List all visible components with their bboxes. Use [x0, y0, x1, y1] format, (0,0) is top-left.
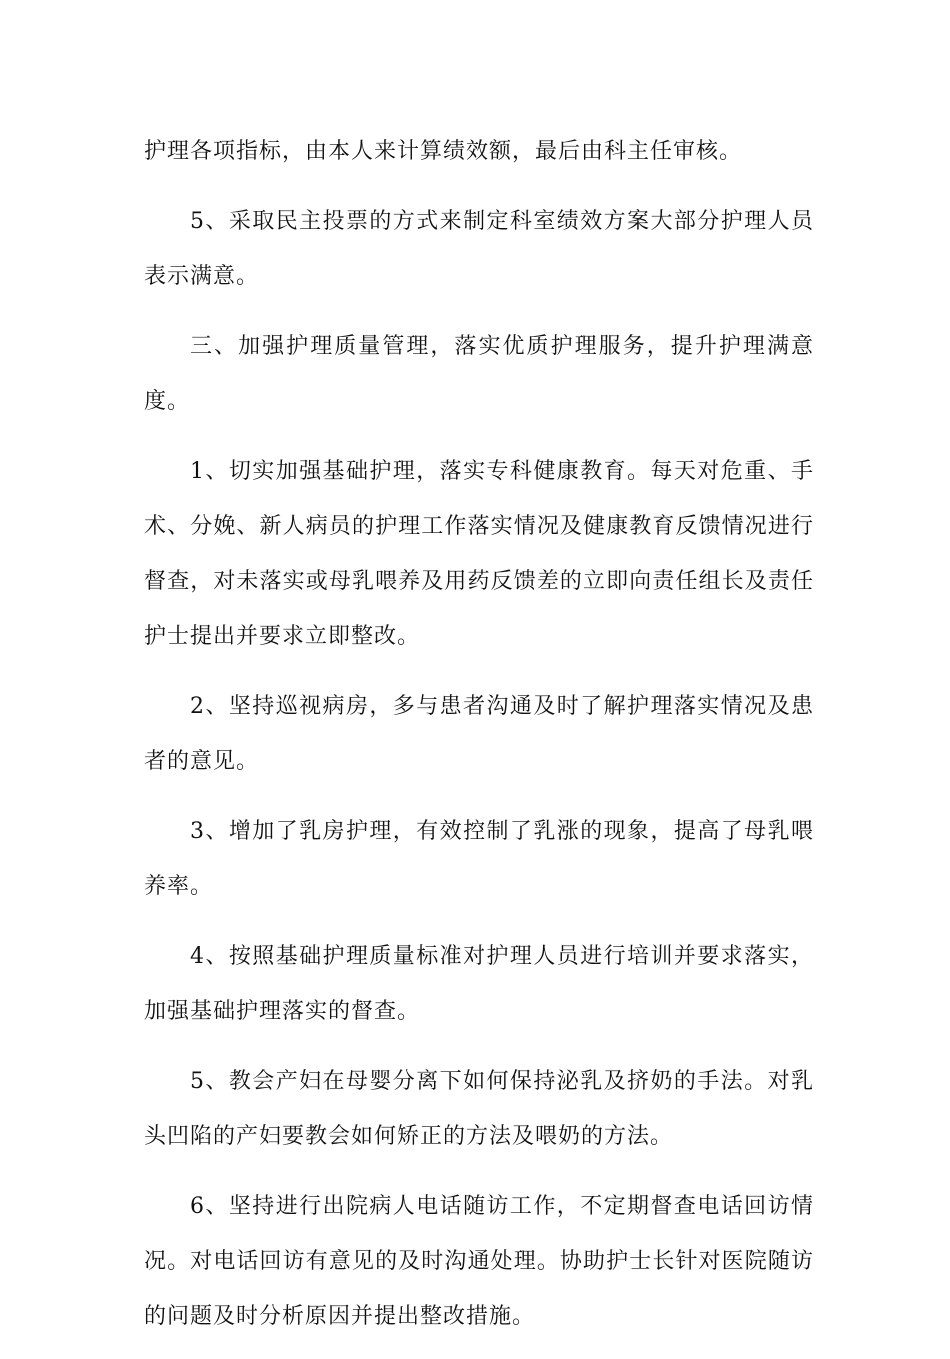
- paragraph-item-6: 6、坚持进行出院病人电话随访工作，不定期督查电话回访情况。对电话回访有意见的及时沟通处理。协助护士长针对医院随访的问题及时分析原因并提出整改措施。: [144, 1194, 814, 1329]
- paragraph-continuation: 护理各项指标，由本人来计算绩效额，最后由科主任审核。: [144, 139, 743, 164]
- paragraph-item-5-voting: 5、采取民主投票的方式来制定科室绩效方案大部分护理人员表示满意。: [144, 209, 814, 289]
- paragraph-item-3: 3、增加了乳房护理，有效控制了乳涨的现象，提高了母乳喂养率。: [144, 819, 814, 899]
- section-heading-3: 三、加强护理质量管理，落实优质护理服务，提升护理满意度。: [144, 334, 814, 414]
- document-body: [144, 124, 814, 1359]
- paragraph-item-1: 1、切实加强基础护理，落实专科健康教育。每天对危重、手术、分娩、新人病员的护理工作落实情况及健康教育反馈情况进行督查，对未落实或母乳喂养及用药反馈差的立即向责任组长及责任护士提出并要求立即整改。: [144, 459, 814, 649]
- paragraph-item-4: 4、按照基础护理质量标准对护理人员进行培训并要求落实，加强基础护理落实的督查。: [144, 944, 814, 1024]
- paragraph-item-2: 2、坚持巡视病房，多与患者沟通及时了解护理落实情况及患者的意见。: [144, 694, 814, 774]
- paragraph-item-5: 5、教会产妇在母婴分离下如何保持泌乳及挤奶的手法。对乳头凹陷的产妇要教会如何矫正的方法及喂奶的方法。: [144, 1069, 814, 1149]
